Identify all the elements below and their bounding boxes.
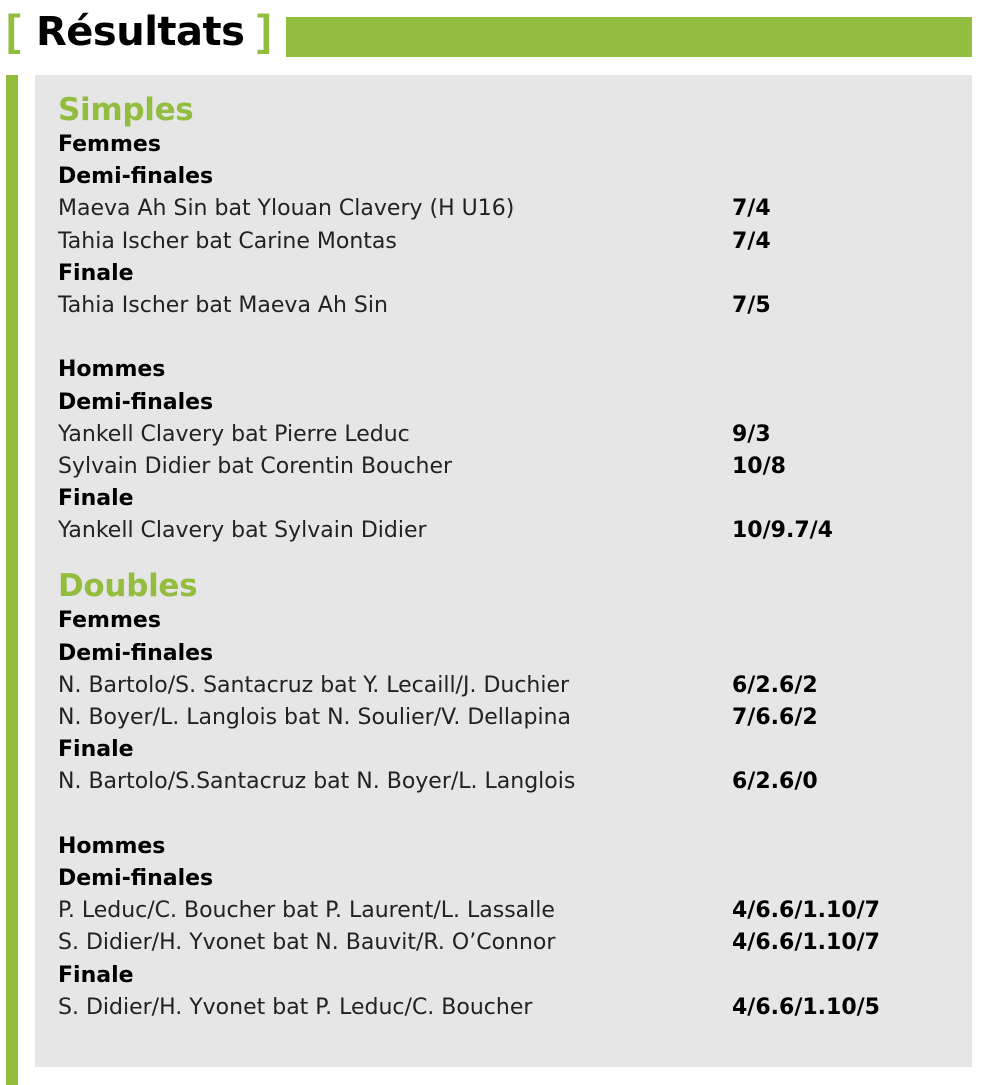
round-label-demi-finales: Demi-finales	[58, 865, 214, 891]
match-text: N. Boyer/L. Langlois bat N. Soulier/V. Dellapina	[58, 705, 572, 730]
match-text: Sylvain Didier bat Corentin Boucher	[58, 453, 453, 479]
match-row	[58, 226, 958, 258]
match-text: P. Leduc/C. Boucher bat P. Laurent/L. Lassalle	[58, 898, 555, 924]
match-score: 4/6.6/1.10/5	[732, 994, 880, 1020]
match-text: Yankell Clavery bat Pierre Leduc	[58, 421, 410, 447]
group-label-simples-hommes: Hommes	[58, 357, 166, 383]
bracket-left-decoration: [	[6, 6, 21, 55]
match-text: Tahia Ischer bat Maeva Ah Sin	[58, 292, 388, 318]
results-content	[58, 91, 958, 1024]
match-score: 4/6.6/1.10/7	[732, 898, 880, 924]
round-label-demi-finales: Demi-finales	[58, 389, 214, 415]
match-row	[58, 670, 958, 702]
match-score: 7/4	[732, 228, 771, 254]
round-label-finale: Finale	[58, 486, 134, 512]
match-row	[58, 702, 958, 734]
match-score: 7/6.6/2	[732, 705, 818, 730]
round-label-demi-finales: Demi-finales	[58, 164, 214, 190]
match-row	[58, 927, 958, 959]
match-text: N. Bartolo/S.Santacruz bat N. Boyer/L. Langlois	[58, 769, 576, 795]
match-score: 10/9.7/4	[732, 518, 833, 544]
match-text: S. Didier/H. Yvonet bat P. Leduc/C. Boucher	[58, 994, 533, 1020]
spacer	[58, 322, 958, 354]
bracket-right-decoration: ]	[257, 6, 272, 55]
match-score: 7/5	[732, 292, 771, 318]
section-title-simples: Simples	[58, 92, 194, 128]
group-label-simples-femmes: Femmes	[58, 132, 161, 157]
match-row	[58, 419, 958, 451]
side-accent-bar	[6, 75, 18, 1085]
spacer	[58, 799, 958, 831]
match-row	[58, 451, 958, 483]
match-row	[58, 290, 958, 322]
match-score: 10/8	[732, 453, 786, 479]
match-score: 4/6.6/1.10/7	[732, 930, 880, 956]
match-row	[58, 193, 958, 225]
match-text: N. Bartolo/S. Santacruz bat Y. Lecaill/J. Duchier	[58, 672, 570, 698]
page-title: Résultats	[36, 9, 245, 55]
header	[0, 0, 984, 70]
round-label-finale: Finale	[58, 962, 134, 988]
group-label-doubles-femmes: Femmes	[58, 608, 161, 634]
match-score: 6/2.6/0	[732, 769, 818, 795]
group-label-doubles-hommes: Hommes	[58, 833, 166, 859]
match-row	[58, 515, 958, 547]
match-text: Tahia Ischer bat Carine Montas	[58, 228, 397, 254]
round-label-demi-finales: Demi-finales	[58, 640, 214, 666]
match-row	[58, 766, 958, 798]
header-accent-bar	[286, 17, 972, 57]
match-score: 9/3	[732, 421, 771, 447]
round-label-finale: Finale	[58, 260, 134, 286]
round-label-finale: Finale	[58, 737, 134, 763]
match-score: 6/2.6/2	[732, 672, 818, 698]
match-row	[58, 895, 958, 927]
match-row	[58, 992, 958, 1024]
match-text: S. Didier/H. Yvonet bat N. Bauvit/R. O’Connor	[58, 930, 556, 956]
match-text: Maeva Ah Sin bat Ylouan Clavery (H U16)	[58, 196, 515, 222]
spacer	[58, 547, 958, 567]
match-text: Yankell Clavery bat Sylvain Didier	[58, 518, 427, 544]
section-title-doubles: Doubles	[58, 568, 198, 605]
match-score: 7/4	[732, 196, 771, 222]
